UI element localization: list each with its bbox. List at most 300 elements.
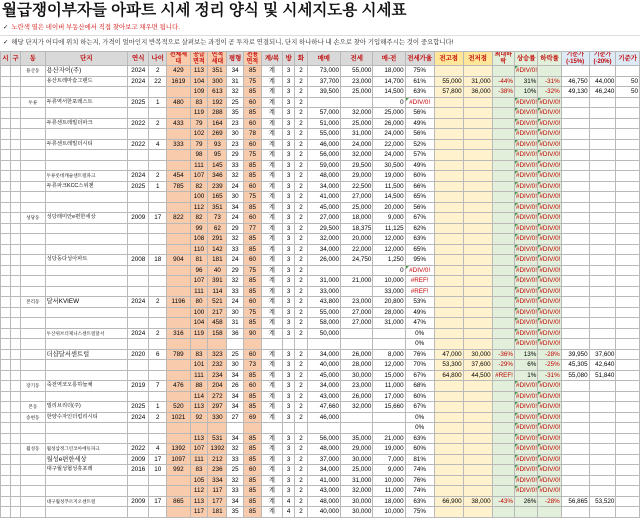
table-cell[interactable]: 29,000 [341, 171, 373, 182]
table-cell[interactable]: 32 [227, 87, 244, 98]
table-cell[interactable]: -31% [538, 370, 561, 381]
table-cell[interactable]: 14,700 [373, 76, 405, 87]
table-cell[interactable]: 3 [283, 412, 295, 423]
table-cell[interactable]: 18,000 [341, 213, 373, 224]
table-cell[interactable] [616, 307, 640, 318]
table-cell[interactable]: 2 [149, 66, 167, 77]
table-cell[interactable]: 계 [261, 139, 282, 150]
table-cell[interactable]: 46,000 [307, 412, 340, 423]
table-cell[interactable] [11, 213, 21, 224]
table-cell[interactable]: 계 [261, 381, 282, 392]
table-cell[interactable]: 0% [405, 339, 434, 350]
table-cell[interactable] [45, 486, 128, 497]
table-cell[interactable] [128, 160, 149, 171]
table-cell[interactable] [11, 66, 21, 77]
table-cell[interactable]: #DIV/0! [515, 434, 537, 442]
table-cell[interactable]: 22,000 [341, 244, 373, 255]
table-cell[interactable]: 계 [261, 391, 282, 402]
table-cell[interactable]: 대구월성협성휴포레 [45, 465, 128, 476]
table-cell[interactable]: 70% [405, 360, 434, 371]
table-cell[interactable] [1, 318, 11, 329]
table-cell[interactable]: #DIV/0! [515, 445, 537, 452]
table-cell[interactable] [1, 339, 11, 350]
table-cell[interactable] [21, 181, 46, 192]
table-cell[interactable]: 48,000 [307, 171, 340, 182]
table-cell[interactable] [1, 108, 11, 119]
column-header[interactable]: 전고점 [434, 52, 463, 66]
table-cell[interactable]: 10,000 [373, 276, 405, 287]
table-cell[interactable] [128, 391, 149, 402]
column-header[interactable]: 매-전 [373, 52, 405, 66]
table-cell[interactable] [128, 507, 149, 518]
table-cell[interactable] [11, 412, 21, 423]
table-cell[interactable]: 60 [244, 297, 262, 308]
table-cell[interactable]: 계 [261, 97, 282, 108]
table-cell[interactable]: 3 [283, 391, 295, 402]
table-cell[interactable] [45, 286, 128, 297]
table-cell[interactable]: 20,800 [373, 297, 405, 308]
table-cell[interactable]: 23,000 [341, 297, 373, 308]
column-header[interactable]: 시 [1, 52, 11, 66]
table-cell[interactable]: 300 [208, 76, 227, 87]
table-cell[interactable]: 62 [208, 223, 227, 234]
table-cell[interactable] [463, 423, 492, 434]
table-cell[interactable]: 92 [190, 412, 208, 423]
table-cell[interactable] [1, 286, 11, 297]
table-cell[interactable] [11, 339, 21, 350]
table-cell[interactable]: 40,000 [307, 507, 340, 518]
table-cell[interactable]: 두류센트레빌더파크 [45, 118, 128, 129]
table-cell[interactable]: 114 [208, 286, 227, 297]
table-cell[interactable]: 2009 [128, 454, 149, 465]
table-cell[interactable]: 30 [227, 307, 244, 318]
table-cell[interactable] [492, 118, 514, 129]
table-cell[interactable] [434, 444, 463, 455]
table-cell[interactable]: 본동 [21, 402, 46, 413]
table-cell[interactable]: 계 [261, 465, 282, 476]
table-cell[interactable]: 38,000 [463, 496, 492, 507]
table-cell[interactable]: 29,500 [341, 160, 373, 171]
table-cell[interactable]: 29 [227, 223, 244, 234]
table-cell[interactable]: 3 [283, 465, 295, 476]
table-cell[interactable] [492, 213, 514, 224]
column-header[interactable]: 나이 [149, 52, 167, 66]
table-cell[interactable] [589, 108, 616, 119]
table-cell[interactable] [616, 139, 640, 150]
table-cell[interactable]: #DIV/0! [539, 235, 561, 242]
table-cell[interactable] [463, 328, 492, 339]
table-cell[interactable] [167, 370, 190, 381]
table-cell[interactable]: 75 [244, 307, 262, 318]
table-cell[interactable]: 204 [208, 381, 227, 392]
table-cell[interactable]: 88 [190, 381, 208, 392]
table-cell[interactable]: 2 [149, 118, 167, 129]
table-cell[interactable]: 31,000 [341, 129, 373, 140]
table-cell[interactable] [261, 423, 282, 434]
table-cell[interactable]: 75 [244, 265, 262, 276]
table-cell[interactable]: 32,000 [341, 402, 373, 413]
table-cell[interactable] [589, 213, 616, 224]
table-cell[interactable]: 58,000 [307, 318, 340, 329]
table-cell[interactable]: #DIV/0! [539, 140, 561, 148]
table-cell[interactable]: 90 [244, 328, 262, 339]
table-cell[interactable]: 21,000 [373, 433, 405, 444]
table-cell[interactable]: 32,000 [341, 108, 373, 119]
table-cell[interactable]: 785 [167, 181, 190, 192]
table-cell[interactable] [21, 192, 46, 203]
table-cell[interactable] [1, 507, 11, 518]
table-cell[interactable] [561, 213, 589, 224]
column-header[interactable]: 단지 [45, 52, 128, 66]
table-cell[interactable]: 한양수자인더럽리시티 [45, 412, 128, 423]
table-cell[interactable]: #DIV/0! [515, 151, 537, 158]
table-cell[interactable]: 34,000 [307, 381, 340, 392]
table-cell[interactable] [11, 118, 21, 129]
table-cell[interactable]: 3 [283, 307, 295, 318]
table-cell[interactable]: 3 [283, 370, 295, 381]
table-cell[interactable] [492, 465, 514, 476]
table-cell[interactable]: 24,000 [373, 129, 405, 140]
table-cell[interactable]: 822 [167, 213, 190, 224]
column-header[interactable]: 기준가(-15%) [561, 52, 589, 66]
table-cell[interactable]: #DIV/0! [515, 476, 537, 484]
table-cell[interactable] [11, 475, 21, 486]
column-header[interactable]: 공급면적 [190, 52, 208, 66]
table-cell[interactable]: 333 [167, 139, 190, 150]
table-cell[interactable]: 34 [227, 66, 244, 77]
table-cell[interactable]: 7 [149, 381, 167, 392]
table-cell[interactable] [616, 402, 640, 413]
table-cell[interactable] [616, 108, 640, 119]
table-cell[interactable]: 24 [227, 255, 244, 266]
table-cell[interactable] [434, 423, 463, 434]
table-cell[interactable]: 32,000 [341, 150, 373, 161]
table-cell[interactable] [616, 276, 640, 287]
table-cell[interactable]: #DIV/0! [539, 424, 561, 431]
table-cell[interactable]: 2 [295, 433, 307, 444]
table-cell[interactable]: 346 [208, 171, 227, 182]
table-cell[interactable]: -44% [492, 76, 514, 87]
table-cell[interactable]: 2 [295, 496, 307, 507]
table-cell[interactable]: 165 [208, 192, 227, 203]
table-cell[interactable] [434, 276, 463, 287]
table-cell[interactable]: 2016 [128, 465, 149, 476]
table-cell[interactable]: 51,000 [307, 118, 340, 129]
table-cell[interactable] [492, 286, 514, 297]
table-cell[interactable]: 43,000 [307, 486, 340, 497]
table-cell[interactable] [167, 339, 190, 350]
table-cell[interactable]: 85 [244, 454, 262, 465]
table-cell[interactable] [589, 276, 616, 287]
table-cell[interactable]: 85 [244, 475, 262, 486]
table-cell[interactable]: 100 [190, 192, 208, 203]
table-cell[interactable]: 1392 [167, 444, 190, 455]
table-cell[interactable] [561, 297, 589, 308]
table-cell[interactable] [434, 97, 463, 108]
table-cell[interactable] [45, 150, 128, 161]
table-cell[interactable]: 10,000 [373, 507, 405, 518]
table-cell[interactable] [589, 339, 616, 350]
table-cell[interactable] [149, 108, 167, 119]
table-cell[interactable] [616, 370, 640, 381]
table-cell[interactable]: 73,000 [307, 66, 340, 77]
table-cell[interactable] [492, 160, 514, 171]
table-cell[interactable] [463, 192, 492, 203]
table-cell[interactable] [589, 118, 616, 129]
table-cell[interactable] [128, 129, 149, 140]
table-cell[interactable]: -36% [492, 349, 514, 360]
table-cell[interactable]: 3 [283, 87, 295, 98]
table-cell[interactable] [21, 171, 46, 182]
table-cell[interactable]: 23,000 [341, 76, 373, 87]
table-cell[interactable] [616, 255, 640, 266]
table-cell[interactable]: 65% [405, 244, 434, 255]
table-cell[interactable]: 31 [227, 318, 244, 329]
table-cell[interactable] [167, 507, 190, 518]
table-cell[interactable]: 181 [208, 255, 227, 266]
table-cell[interactable] [492, 454, 514, 465]
table-cell[interactable] [589, 97, 616, 108]
table-cell[interactable]: 17 [149, 213, 167, 224]
table-cell[interactable]: 60 [244, 349, 262, 360]
table-cell[interactable] [45, 234, 128, 245]
table-cell[interactable]: 60 [244, 213, 262, 224]
table-cell[interactable]: 용산트레마슬그랜드 [45, 76, 128, 87]
table-cell[interactable]: #DIV/0! [539, 308, 561, 316]
table-cell[interactable] [463, 255, 492, 266]
table-cell[interactable]: #DIV/0! [515, 424, 537, 431]
table-cell[interactable] [434, 475, 463, 486]
table-cell[interactable]: 145 [208, 160, 227, 171]
table-cell[interactable] [616, 150, 640, 161]
table-cell[interactable] [45, 475, 128, 486]
table-cell[interactable]: 31 [227, 76, 244, 87]
table-cell[interactable]: 18,000 [373, 496, 405, 507]
table-cell[interactable]: 111 [190, 454, 208, 465]
table-cell[interactable]: 3 [283, 276, 295, 287]
table-cell[interactable]: 76% [405, 475, 434, 486]
table-cell[interactable] [167, 150, 190, 161]
table-cell[interactable]: 112 [190, 202, 208, 213]
table-cell[interactable]: 77 [244, 223, 262, 234]
table-cell[interactable] [341, 265, 373, 276]
table-cell[interactable] [45, 244, 128, 255]
table-cell[interactable]: 2 [295, 328, 307, 339]
table-cell[interactable] [128, 423, 149, 434]
table-cell[interactable]: 33,000 [373, 286, 405, 297]
table-cell[interactable] [492, 328, 514, 339]
table-cell[interactable]: 323 [208, 349, 227, 360]
table-cell[interactable]: 2 [149, 297, 167, 308]
table-cell[interactable]: #DIV/0! [515, 256, 537, 263]
table-cell[interactable]: 75 [244, 192, 262, 203]
table-cell[interactable]: 316 [167, 328, 190, 339]
table-cell[interactable]: 33 [227, 286, 244, 297]
table-cell[interactable] [149, 202, 167, 213]
table-cell[interactable] [149, 276, 167, 287]
table-cell[interactable] [128, 307, 149, 318]
table-cell[interactable]: 297 [208, 402, 227, 413]
table-cell[interactable] [149, 423, 167, 434]
table-cell[interactable]: 111 [190, 370, 208, 381]
table-cell[interactable] [149, 370, 167, 381]
table-cell[interactable]: 계 [261, 433, 282, 444]
table-cell[interactable]: 55,000 [307, 129, 340, 140]
table-cell[interactable] [227, 423, 244, 434]
table-cell[interactable]: -31% [538, 76, 561, 87]
table-cell[interactable]: #DIV/0! [515, 182, 537, 190]
table-cell[interactable]: 3 [283, 265, 295, 276]
table-cell[interactable] [561, 486, 589, 497]
table-cell[interactable] [1, 412, 11, 423]
table-cell[interactable] [11, 255, 21, 266]
table-cell[interactable]: 55,080 [561, 370, 589, 381]
table-cell[interactable]: 15,660 [373, 402, 405, 413]
table-cell[interactable]: 433 [167, 118, 190, 129]
table-cell[interactable] [21, 129, 46, 140]
table-cell[interactable]: 25,000 [341, 118, 373, 129]
table-cell[interactable] [589, 423, 616, 434]
table-cell[interactable] [208, 339, 227, 350]
table-cell[interactable]: 두류센트레빌더시티 [45, 139, 128, 150]
table-cell[interactable] [1, 454, 11, 465]
table-cell[interactable] [167, 475, 190, 486]
table-cell[interactable] [45, 223, 128, 234]
table-cell[interactable] [492, 391, 514, 402]
table-cell[interactable]: 2022 [128, 118, 149, 129]
table-cell[interactable]: #DIV/0! [515, 466, 537, 473]
table-cell[interactable]: 2 [295, 391, 307, 402]
table-cell[interactable]: 두류롯데캐슬센트럴파크 [45, 171, 128, 182]
table-cell[interactable] [149, 244, 167, 255]
table-cell[interactable]: 17 [149, 454, 167, 465]
table-cell[interactable] [463, 444, 492, 455]
table-cell[interactable] [167, 87, 190, 98]
table-cell[interactable]: 81% [405, 454, 434, 465]
table-cell[interactable]: 34,000 [307, 349, 340, 360]
table-cell[interactable] [589, 486, 616, 497]
table-cell[interactable] [434, 255, 463, 266]
table-cell[interactable]: 36 [227, 328, 244, 339]
table-cell[interactable] [128, 339, 149, 350]
table-cell[interactable]: 25 [227, 349, 244, 360]
table-cell[interactable]: 55,000 [434, 76, 463, 87]
table-cell[interactable]: 계 [261, 297, 282, 308]
table-cell[interactable]: 계 [261, 496, 282, 507]
table-cell[interactable]: 4 [149, 139, 167, 150]
table-cell[interactable]: 2024 [128, 328, 149, 339]
table-cell[interactable]: 3 [283, 318, 295, 329]
table-cell[interactable]: 3 [283, 255, 295, 266]
table-cell[interactable]: 46,000 [307, 139, 340, 150]
table-cell[interactable]: 3 [283, 213, 295, 224]
table-cell[interactable] [561, 412, 589, 423]
table-cell[interactable]: 계 [261, 192, 282, 203]
table-cell[interactable]: 85 [244, 87, 262, 98]
table-cell[interactable]: #DIV/0! [539, 392, 561, 400]
table-cell[interactable] [11, 234, 21, 245]
table-cell[interactable]: 83 [190, 97, 208, 108]
table-cell[interactable]: 45,000 [307, 202, 340, 213]
table-cell[interactable] [11, 444, 21, 455]
table-cell[interactable]: 76% [405, 349, 434, 360]
table-cell[interactable] [561, 402, 589, 413]
table-cell[interactable] [1, 150, 11, 161]
column-header[interactable]: 전저점 [463, 52, 492, 66]
table-cell[interactable]: 10,000 [373, 475, 405, 486]
table-cell[interactable]: 2022 [128, 444, 149, 455]
table-cell[interactable]: #DIV/0! [539, 214, 561, 221]
table-cell[interactable]: 480 [167, 97, 190, 108]
table-cell[interactable] [434, 507, 463, 518]
table-cell[interactable] [492, 129, 514, 140]
table-cell[interactable]: 56,865 [561, 496, 589, 507]
table-cell[interactable]: 3 [283, 181, 295, 192]
table-cell[interactable]: 113 [190, 66, 208, 77]
column-header[interactable]: 매매 [307, 52, 340, 66]
table-cell[interactable] [11, 129, 21, 140]
table-cell[interactable] [21, 339, 46, 350]
table-cell[interactable] [492, 139, 514, 150]
table-cell[interactable]: 30 [227, 129, 244, 140]
table-cell[interactable]: 4 [149, 444, 167, 455]
table-cell[interactable] [45, 108, 128, 119]
table-cell[interactable] [167, 423, 190, 434]
table-cell[interactable] [1, 465, 11, 476]
table-cell[interactable]: 14,500 [373, 87, 405, 98]
table-cell[interactable]: #DIV/0! [515, 487, 537, 494]
table-cell[interactable]: 117 [208, 486, 227, 497]
table-cell[interactable] [149, 507, 167, 518]
table-cell[interactable] [589, 223, 616, 234]
column-header[interactable]: 상승률 [514, 52, 537, 66]
table-cell[interactable] [492, 402, 514, 413]
table-cell[interactable]: 85 [244, 402, 262, 413]
table-cell[interactable]: 3 [283, 139, 295, 150]
table-cell[interactable]: 23,000 [341, 381, 373, 392]
table-cell[interactable] [561, 276, 589, 287]
table-cell[interactable] [128, 265, 149, 276]
table-cell[interactable] [149, 339, 167, 350]
table-cell[interactable] [21, 496, 46, 507]
table-cell[interactable]: 67% [405, 402, 434, 413]
table-cell[interactable]: 119 [190, 108, 208, 119]
table-cell[interactable]: 85 [244, 244, 262, 255]
table-cell[interactable]: 30,000 [341, 370, 373, 381]
table-cell[interactable]: 1619 [167, 76, 190, 87]
table-cell[interactable]: 177 [208, 496, 227, 507]
table-cell[interactable]: 60 [244, 139, 262, 150]
table-cell[interactable]: 2 [149, 171, 167, 182]
table-cell[interactable]: 3 [283, 171, 295, 182]
table-cell[interactable]: #DIV/0! [515, 245, 537, 253]
table-cell[interactable] [589, 402, 616, 413]
table-cell[interactable] [190, 339, 208, 350]
table-cell[interactable]: 27 [227, 412, 244, 423]
table-cell[interactable] [128, 108, 149, 119]
table-cell[interactable]: 217 [208, 307, 227, 318]
table-cell[interactable] [492, 475, 514, 486]
table-cell[interactable]: 성당동 [21, 213, 46, 224]
table-cell[interactable]: 3 [283, 454, 295, 465]
table-cell[interactable]: 계 [261, 108, 282, 119]
table-cell[interactable] [128, 234, 149, 245]
table-cell[interactable]: -28% [538, 349, 561, 360]
table-cell[interactable] [21, 454, 46, 465]
table-cell[interactable] [11, 171, 21, 182]
table-cell[interactable] [561, 444, 589, 455]
table-cell[interactable] [1, 76, 11, 87]
